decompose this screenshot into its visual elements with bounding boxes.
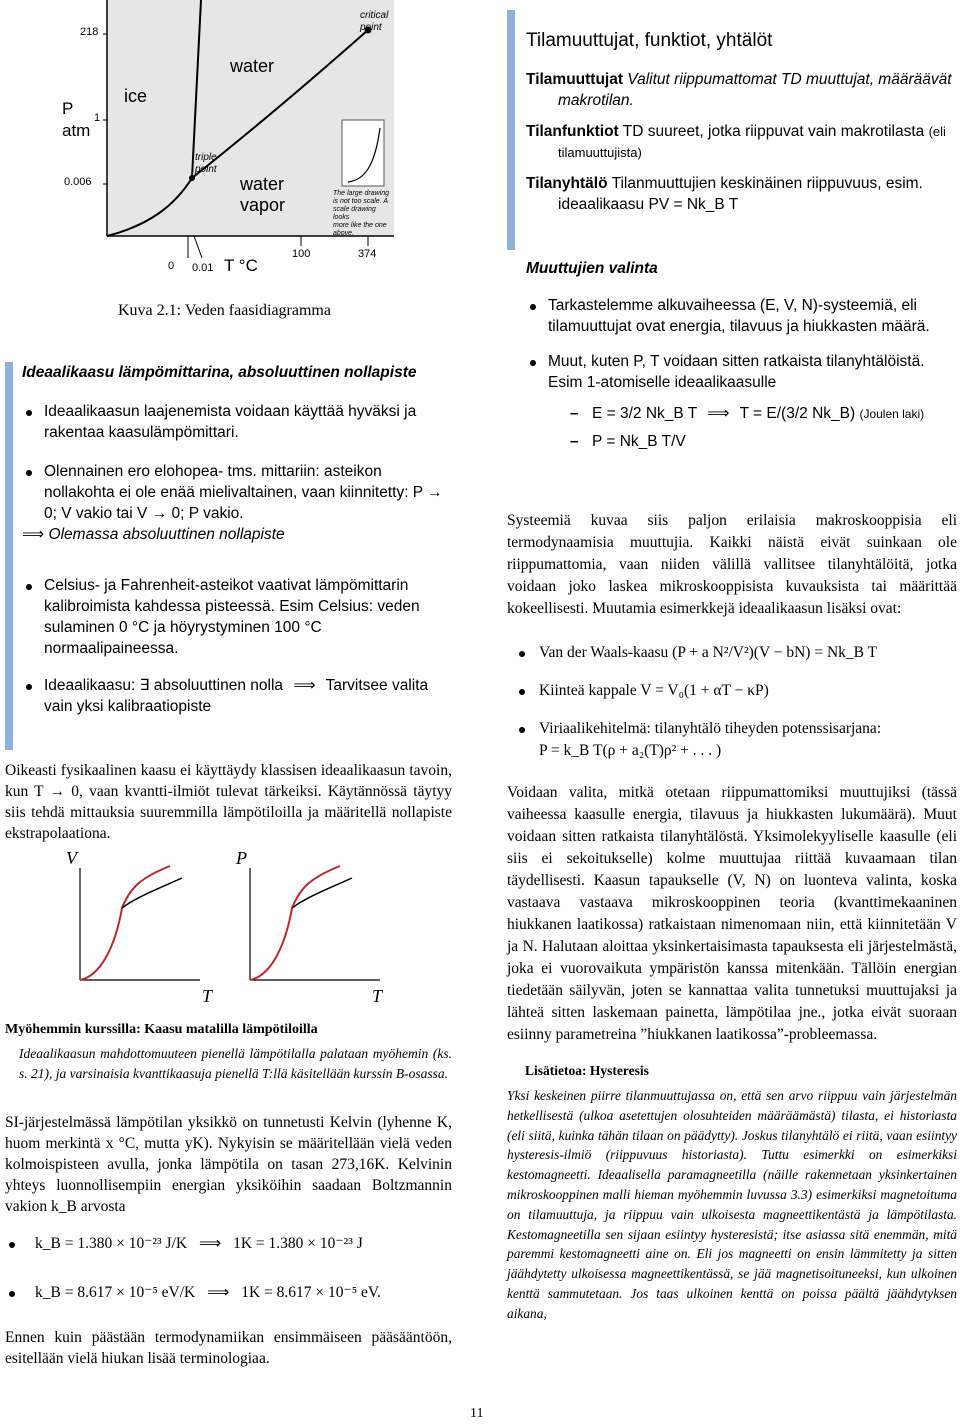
paragraph: Voidaan valita, mitkä otetaan riippumattomiksi muuttujiksi (tässä vaiheessa kaasulle energia, tilavuus ja hiukkasten lukumäärä). Muut voidaan sitten ratkaista tilanyhtälöstä. Yksimolekyyliselle kaasulle (eli siis ei sekoitukselle) kolme muuttujaa riittää kuvaamaan tilan täydellisesti. Kaasun tapaukselle (V, N) on luonteva valinta, koska vastaava vastaava mikroskooppinen teoria (kvanttimekaaninen hiukkanen laatikossa) ratkaistaan nimenomaan niin, että kiinnitetään V ja N. Halutaan aloittaa yksinkertaisimasta tapauksesta eli järjestelmästä, joka ei vuorovaikuta ympäristön kanssa mitenkään. Tällöin energian tiedetään säilyvän, joten se kannattaa valita tunnetuksi muuttujaksi ja lähteä sitten laskemaan painetta, lämpötilaa jne., jotka eivät suoraan esiinny parametreina ”hiukkanen laatikossa”-probleemassa.: [507, 784, 957, 1043]
page-number: 11: [470, 1406, 484, 1421]
tick-1: 1: [94, 112, 101, 124]
kb-equation: k_B = 8.617 × 10⁻⁵ eV/K ⟹ 1K = 8.617 × 10⁻⁵ eV.: [5, 1282, 452, 1303]
x-tick-100: 100: [292, 248, 311, 260]
definition: Tilanyhtälö Tilanmuuttujien keskinäinen riippuvuus, esim. ideaalikaasu PV = Nk_B T: [526, 175, 923, 213]
phase-diagram: [0, 0, 480, 290]
right-box-title: Tilamuuttujat, funktiot, yhtälöt: [526, 30, 773, 51]
choice-bullet: Tarkastelemme alkuvaiheessa (E, V, N)-systeemiä, eli tilamuuttujat ovat energia, tilavuus ja hiukkasten määrä.: [526, 295, 954, 337]
definition: Tilanfunktiot TD suureet, jotka riippuvat vain makrotilasta (eli tilamuuttujista): [526, 123, 946, 160]
plot-t-label: T: [202, 986, 213, 1006]
later-note: [5, 1022, 452, 1084]
tick-0006: 0.006: [64, 176, 92, 188]
x-tick-001: 0.01: [192, 262, 214, 274]
extra-title: Lisätietoa: Hysteresis: [525, 1063, 649, 1078]
region-ice: ice: [124, 86, 148, 106]
plot-v-t: [60, 848, 213, 1008]
tick-218: 218: [80, 26, 99, 38]
paragraph: Systeemiä kuvaa siis paljon erilaisia makroskooppisia eli termodynaamisia muuttujia. Kaikki näistä eivät suinkaan ole riippumattomia, vaan niiden välillä vallitsee tilanyhtälöitä, jotka voidaan joko laskea mikroskooppisista kuvauksista tai määrittää kokeellisesti. Muutamia esimerkkejä ideaalikaasun lisäksi ovat:: [507, 512, 957, 617]
figure-caption: Kuva 2.1: Veden faasidiagramma: [118, 302, 331, 319]
subsection-title: Muuttujien valinta: [526, 260, 658, 277]
x-axis-title: T °C: [224, 256, 258, 275]
plot-p-label: P: [236, 848, 247, 868]
left-box-bar: [5, 362, 13, 750]
x-tick-374: 374: [358, 248, 377, 260]
critical-point-label: critical point: [360, 10, 389, 33]
p-axis-label: P atm: [62, 99, 91, 140]
triple-point-label: triple point: [195, 152, 217, 175]
formula-item: – E = 3/2 Nk_B T ⟹ T = E/(3/2 Nk_B) (Joulen laki): [566, 403, 954, 425]
left-box-bullet: Ideaalikaasun laajenemista voidaan käyttää hyväksi ja rakentaa kaasulämpömittari.: [22, 401, 452, 443]
region-water-vapor: water vapor: [240, 174, 286, 215]
si-paragraph: SI-järjestelmässä lämpötilan yksikkö on tunnetusti Kelvin (lyhenne K, huom merkintä x °C, mutta yK). Nykyisin se määritellään vielä veden kolmoispisteen avulla, jonka lämpötila on tasan 273,16K. Kelvinin yhteys luonnollisempiin energian yksiköihin saadaan Boltzmannin vakion k_B arvosta: [5, 1114, 452, 1215]
right-box: [526, 30, 954, 215]
plot-v-t-graphic: [60, 848, 213, 1008]
phase-diagram-graphic: [0, 0, 480, 290]
muuttujien-valinta: [526, 258, 954, 452]
si-section: [5, 1112, 452, 1369]
later-text: Ideaalikaasun mahdottomuuteen pienellä lämpötilalla palataan myöhemin (ks. s. 21), ja varsinaisia kvanttikaasuja pienellä T:llä käsitellään kurssin B-osassa.: [19, 1046, 452, 1081]
left-box-bullet: Ideaalikaasu: ∃ absoluuttinen nolla ⟹ Tarvitsee valita vain yksi kalibraatiopiste: [22, 675, 452, 717]
plot-p-t: [230, 848, 400, 1008]
left-box: [22, 362, 452, 717]
choice-bullet: Muut, kuten P, T voidaan sitten ratkaista tilanyhtälöistä. Esim 1-atomiselle ideaalikaasulle: [526, 351, 954, 393]
left-box-bullet: Olennainen ero elohopea- tms. mittariin: asteikon nollakohta ei ole enää mielivaltainen, vaan kiinnitetty: P → 0; V vakio tai V → 0; P vakio.: [22, 461, 452, 524]
equation-example: Van der Waals-kaasu (P + a N²/V²)(V − bN) = Nk_B T: [515, 642, 957, 664]
scale-note: The large drawing is not too scale. A scale drawing looks more like the one above.: [333, 190, 390, 237]
later-title: Myöhemmin kurssilla: Kaasu matalilla lämpötiloilla: [5, 1022, 318, 1037]
left-text: [5, 760, 452, 844]
equation-example: Viriaalikehitelmä: tilanyhtälö tiheyden potenssisarjana: P = k_B T(ρ + a₂(T)ρ² + . . . ): [515, 718, 957, 762]
paragraph: Oikeasti fysikaalinen kaasu ei käyttäydy klassisen ideaalikaasun tavoin, kun T → 0, vaan kvantti-ilmiöt tulevat tärkeiksi. Käytännössä täytyy siis tehdä mittauksia suuremmilla lämpötiloilla ja määritellä nollapiste ekstrapolaationa.: [5, 762, 452, 842]
plot-t-label: T: [372, 986, 383, 1006]
plot-v-label: V: [66, 848, 77, 868]
region-water: water: [230, 56, 275, 76]
definition: Tilamuuttujat Valitut riippumattomat TD muuttujat, määräävät makrotilan.: [526, 71, 952, 109]
left-box-bullet: Celsius- ja Fahrenheit-asteikot vaativat lämpömittarin kalibroimista kahdessa pisteessä. Esim Celsius: veden sulaminen 0 °C ja höyrystyminen 100 °C normaalipaineessa.: [22, 575, 452, 659]
x-tick-0: 0: [168, 260, 175, 272]
right-box-bar: [507, 10, 515, 250]
plot-p-t-graphic: [230, 848, 400, 1008]
extra-text: Yksi keskeinen piirre tilanmuuttujassa on, että sen arvo riippuu vain järjestelmän hetkellisestä (ulkoa asetettujen olosuhteiden määräämästä) tilasta, ei historiasta (eli siitä, kuinka tähän tilaan on päädytty). Joskus tilanyhtälö ei riitä, vaan esiintyy hysteresis-ilmiö (riippuvuus historiasta). Tuttu esimerkki on esimerkiksi kestomagneetti. Ideaalisella paramagneetilla (näille rakennetaan yksinkertainen mikroskooppinen malli hieman myöhemmin luvussa 3.3) esimerkiksi magnetoituma on tilamuuttuja, ja riippuu vain ulkoisesta magneettikentästä ja lämpötilasta. Kestomagneetilla sen sijaan esiintyy hysteresistä; itse asiassa sitä enemmän, mitä paremmi kestomagneetti aine on. Eli jos magneetti on ensin lämmitetty ja sitten jäähdytetty ulkoisessa magneettikentässä, se jää magnetisoituneeksi, kun ulkoinen kenttä sammutetaan. Jos taas ulkoinen kenttä on poissa päältä jäähdytyksen aikana,: [507, 1088, 957, 1321]
left-box-title: Ideaalikaasu lämpömittarina, absoluuttinen nollapiste: [22, 364, 417, 381]
left-box-conclusion: ⟹ Olemassa absoluuttinen nollapiste: [22, 525, 285, 543]
right-text: [507, 510, 957, 1324]
kb-equation: k_B = 1.380 × 10⁻²³ J/K ⟹ 1K = 1.380 × 10⁻²³ J: [5, 1233, 452, 1254]
closing-paragraph: Ennen kuin päästään termodynamiikan ensimmäiseen pääsääntöön, esitellään vielä hiukan lisää terminologiaa.: [5, 1329, 452, 1367]
equation-example: Kiinteä kappale V = V₀(1 + αT − κP): [515, 680, 957, 702]
formula-item: – P = Nk_B T/V: [566, 431, 954, 452]
